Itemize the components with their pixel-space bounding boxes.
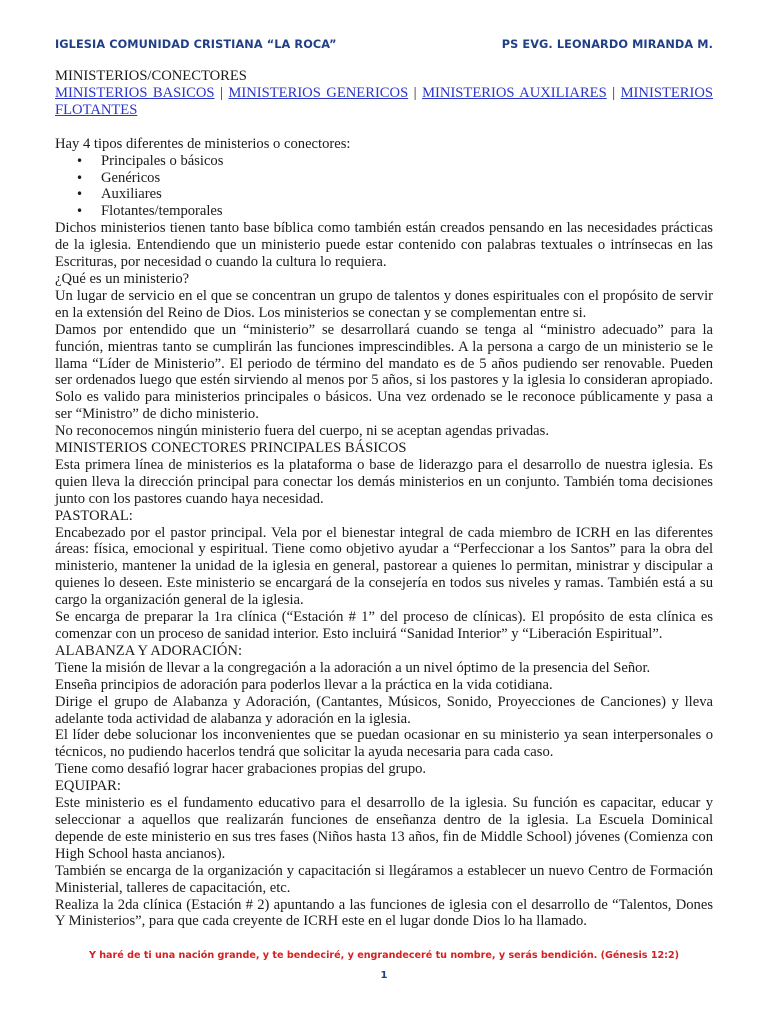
list-item: • Principales o básicos [101,153,713,170]
page-number: 1 [380,970,388,981]
paragraph: Tiene la misión de llevar a la congregación a la adoración a un nivel óptimo de la presencia del Señor. [55,659,651,676]
question-heading: ¿Qué es un ministerio? [55,270,190,287]
paragraph: Se encarga de preparar la 1ra clínica (“Estación # 1” del proceso de clínicas). El propósito de esta clínica es comenzar con un proceso de sanidad interior. Esto incluirá “Sanidad Interior” y “Liberación Espiritual”. [55,609,713,642]
church-name: IGLESIA COMUNIDAD CRISTIANA “LA ROCA” [55,38,337,51]
spacer [55,119,713,136]
ministry-links [55,85,713,119]
section-heading: EQUIPAR: [55,778,121,795]
link-ministerios-flotantes[interactable]: MINISTERIOS FLOTANTES [55,84,714,118]
list-item: • Flotantes/temporales [101,203,713,220]
pastor-name: PS EVG. LEONARDO MIRANDA M. [501,38,713,51]
paragraph: Damos por entendido que un “ministerio” se desarrollará cuando se tenga al “ministro adecuado” para la función, mientras tanto se cumplirán las funciones imprescindibles. A la persona a cargo de un ministerio se le llama “Líder de Ministerio”. El periodo de término del mandato es de 5 años pudiendo ser renovable. Pueden ser ordenados luego que estén sirviendo al menos por 5 años, si los pastores y la iglesia lo consideran apropiado. Solo es valido para ministerios principales o básicos. Una vez ordenado se le reconoce públicamente y pasa a ser “Ministro” de dicho ministerio. [55,321,713,423]
paragraph: Enseña principios de adoración para poderlos llevar a la práctica en la vida cotidiana. [55,676,553,693]
paragraph: Un lugar de servicio en el que se concentran un grupo de talentos y dones espirituales con el propósito de servir en la extensión del Reino de Dios. Los ministerios se conectan y se complementan entre si. [55,287,713,321]
section-heading: ALABANZA Y ADORACIÓN: [55,642,243,659]
document-body [55,68,713,930]
link-separator: | [612,84,616,101]
link-ministerios-genericos[interactable]: MINISTERIOS GENERICOS [228,84,409,101]
intro-paragraph: Hay 4 tipos diferentes de ministerios o conectores: [55,135,351,152]
link-ministerios-basicos[interactable]: MINISTERIOS BASICOS [55,84,215,101]
paragraph: Realiza la 2da clínica (Estación # 2) apuntando a las funciones de iglesia con el desarrollo de “Talentos, Dones Y Ministerios”, para que cada creyente de ICRH este en el lugar donde Dios lo ha llamado. [55,896,713,930]
paragraph: El líder debe solucionar los inconvenientes que se puedan ocasionar en su ministerio ya sean interpersonales o técnicos, no pudiendo hacerlos tendrá que solicitar la ayuda necesaria para cada caso. [55,727,713,761]
list-item: • Genéricos [101,170,713,187]
paragraph: Dichos ministerios tienen tanto base bíblica como también están creados pensando en las necesidades prácticas de la iglesia. Entendiendo que un ministerio puede estar contenido con palabras textuales o intrínsecas en las Escrituras, por necesidad o cuando la cultura lo requiera. [55,220,713,271]
paragraph: Este ministerio es el fundamento educativo para el desarrollo de la iglesia. Su función es capacitar, educar y seleccionar a aquellos que realizarán funciones de enseñanza dentro de la iglesia. La Escuela Dominical depende de este ministerio en sus tres fases (Niños hasta 13 años, fin de Middle School) jóvenes (Comienza con High School hasta ancianos). [55,795,713,862]
paragraph: También se encarga de la organización y capacitación si llegáramos a establecer un nuevo Centro de Formación Ministerial, talleres de capacitación, etc. [55,862,713,896]
document-title: MINISTERIOS/CONECTORES [55,68,247,84]
paragraph: Dirige el grupo de Alabanza y Adoración, (Cantantes, Músicos, Sonido, Proyecciones de Canciones) y lleva adelante toda actividad de alabanza y adoración en la iglesia. [55,693,713,727]
bible-verse-footer: Y haré de ti una nación grande, y te bendeciré, y engrandeceré tu nombre, y serás bendición. (Génesis 12:2) [88,950,680,961]
paragraph: Esta primera línea de ministerios es la plataforma o base de liderazgo para el desarrollo de nuestra iglesia. Es quien lleva la dirección principal para conectar los demás ministerios en un conjunto. También toma decisiones junto con los pastores cuando haya necesidad. [55,456,713,507]
link-separator: | [413,84,417,101]
link-ministerios-auxiliares[interactable]: MINISTERIOS AUXILIARES [422,84,607,101]
paragraph: Tiene como desafió lograr hacer grabaciones propias del grupo. [55,761,427,778]
ministry-types-list [55,153,713,221]
paragraph: Encabezado por el pastor principal. Vela por el bienestar integral de cada miembro de ICRH en las diferentes áreas: física, emocional y espiritual. Tiene como objetivo ayudar a “Perfeccionar a los Santos” para la obra del ministerio, mantener la unidad de la iglesia en general, pastorear a quienes lo permitan, ministrar y discipular a quienes lo deseen. Este ministerio se encargará de la consejería en todos sus niveles y ramas. También está a su cargo la organización general de la iglesia. [55,524,713,609]
list-item: • Auxiliares [101,186,713,203]
paragraph: No reconocemos ningún ministerio fuera del cuerpo, ni se aceptan agendas privadas. [55,423,549,440]
link-separator: | [220,84,223,101]
section-heading: MINISTERIOS CONECTORES PRINCIPALES BÁSICOS [55,440,407,457]
section-heading: PASTORAL: [55,507,133,524]
